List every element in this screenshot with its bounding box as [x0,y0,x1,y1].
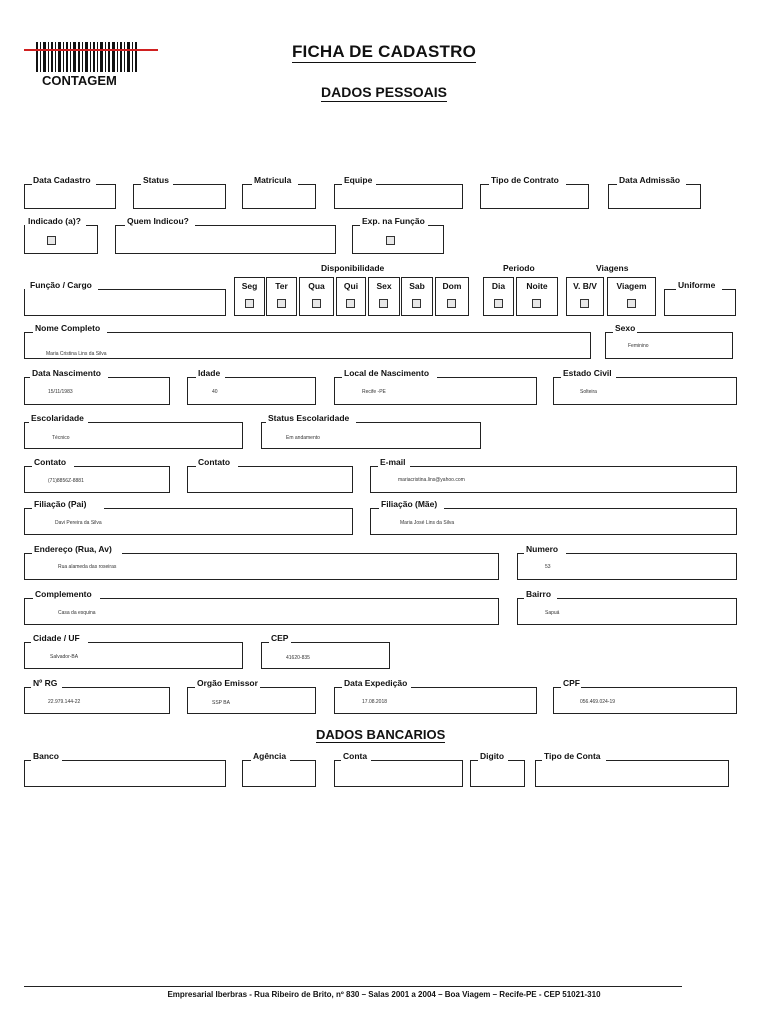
nasc-label: Data Nascimento [32,368,101,378]
funcao-label: Função / Cargo [30,280,92,290]
quem-indicou-field[interactable] [115,225,336,254]
mae-value: Maria José Lins da Silva [400,520,455,526]
tipo-contrato-field[interactable] [480,184,589,209]
endereco-value: Rua alameda das roseiras [58,564,117,570]
periodo-label: Periodo [503,263,535,273]
banco-label: Banco [33,751,59,761]
day-qua: Qua [299,277,334,316]
orgao-label: Orgão Emissor [197,678,258,688]
exp-funcao-field [352,225,444,254]
digito-field[interactable] [470,760,525,787]
exp-funcao-label: Exp. na Função [362,216,425,226]
expedicao-label: Data Expedição [344,678,408,688]
cpf-label: CPF [563,678,580,688]
day-ter-checkbox[interactable] [277,299,286,308]
numero-value: 53 [545,564,551,570]
nome-field[interactable] [24,332,591,359]
complemento-value: Casa da esquina [58,610,96,616]
page-title: FICHA DE CADASTRO [291,42,477,61]
cep-label: CEP [271,633,289,643]
trip-vbv-checkbox[interactable] [580,299,589,308]
contato2-label: Contato [198,457,231,467]
digito-label: Digito [480,751,505,761]
day-qui-checkbox[interactable] [346,299,355,308]
numero-label: Numero [526,544,559,554]
email-label: E-mail [380,457,406,467]
rg-field[interactable] [24,687,170,714]
conta-field[interactable] [334,760,463,787]
indicado-field [24,225,98,254]
sexo-field[interactable] [605,332,733,359]
pai-value: Davi Pereira da Silva [55,520,102,526]
local-value: Recife -PE [362,389,386,395]
nasc-field[interactable] [24,377,170,405]
data-admissao-field[interactable] [608,184,701,209]
civil-label: Estado Civil [563,368,612,378]
tipo-conta-label: Tipo de Conta [544,751,601,761]
contato1-value: (71)8856Z-8881 [48,478,84,484]
period-noite: Noite [516,277,558,316]
cidade-value: Salvador-BA [50,654,79,660]
cpf-value: 056.469.024-19 [580,699,616,705]
day-sab: Sab [401,277,433,316]
cep-field[interactable] [261,642,390,669]
banco-field[interactable] [24,760,226,787]
status-label: Status [143,175,169,185]
section-title-bank: DADOS BANCARIOS [316,727,446,742]
idade-field[interactable] [187,377,316,405]
period-dia: Dia [483,277,514,316]
trip-viagem: Viagem [607,277,656,316]
footer-address: Empresarial Iberbras - Rua Ribeiro de Brito, nº 830 – Salas 2001 a 2004 – Boa Viagem – Recife-PE - CEP 51021-310 [167,990,601,999]
conta-label: Conta [343,751,368,761]
sexo-label: Sexo [615,323,636,333]
status-esc-value: Em andamento [286,435,320,441]
indicado-label: Indicado (a)? [28,216,81,226]
footer-divider [24,986,682,987]
orgao-value: SSP BA [212,700,230,706]
trip-viagem-checkbox[interactable] [627,299,636,308]
period-noite-checkbox[interactable] [532,299,541,308]
uniforme-field[interactable] [664,289,736,316]
disponibilidade-label: Disponibilidade [321,263,385,273]
rg-value: 22.979.144-22 [48,699,81,705]
cep-value: 41620-835 [286,655,310,661]
escolaridade-value: Técnico [52,435,70,441]
idade-label: Idade [198,368,221,378]
day-qui: Qui [336,277,366,316]
day-seg-checkbox[interactable] [245,299,254,308]
day-ter: Ter [266,277,297,316]
cidade-label: Cidade / UF [33,633,80,643]
status-esc-label: Status Escolaridade [268,413,350,423]
day-sab-checkbox[interactable] [412,299,421,308]
quem-indicou-label: Quem Indicou? [127,216,189,226]
nasc-value: 15/11/1983 [48,389,73,395]
nome-label: Nome Completo [35,323,101,333]
agencia-label: Agência [253,751,287,761]
tipo-contrato-label: Tipo de Contrato [491,175,559,185]
day-sex-checkbox[interactable] [379,299,388,308]
logo-text: CONTAGEM [42,73,117,88]
pai-label: Filiação (Pai) [34,499,87,509]
section-title-personal: DADOS PESSOAIS [320,84,448,100]
local-label: Local de Nascimento [344,368,430,378]
civil-value: Solteira [580,389,597,395]
idade-value: 40 [212,389,218,395]
data-cadastro-label: Data Cadastro [33,175,91,185]
contato2-field[interactable] [187,466,353,493]
agencia-field[interactable] [242,760,316,787]
escolaridade-label: Escolaridade [31,413,84,423]
equipe-label: Equipe [344,175,373,185]
exp-funcao-checkbox[interactable] [386,236,395,245]
matricula-field[interactable] [242,184,316,209]
day-seg: Seg [234,277,265,316]
trip-vbv: V. B/V [566,277,604,316]
indicado-checkbox[interactable] [47,236,56,245]
data-admissao-label: Data Admissão [619,175,681,185]
mae-label: Filiação (Mãe) [381,499,438,509]
rg-label: Nº RG [33,678,58,688]
expedicao-value: 17.08.2018 [362,699,388,705]
bairro-value: Sapuá [545,610,560,616]
day-dom-checkbox[interactable] [447,299,456,308]
equipe-field[interactable] [334,184,463,209]
nome-value: Maria Cristina Lins da Silva [46,351,107,357]
contato1-field[interactable] [24,466,170,493]
day-qua-checkbox[interactable] [312,299,321,308]
uniforme-label: Uniforme [678,280,716,290]
day-sex: Sex [368,277,400,316]
email-value: mariacristina.lins@yahoo.com [398,477,465,483]
complemento-label: Complemento [35,589,92,599]
sexo-value: Feminino [628,343,649,349]
bairro-label: Bairro [526,589,552,599]
tipo-conta-field[interactable] [535,760,729,787]
viagens-label: Viagens [596,263,629,273]
orgao-field[interactable] [187,687,316,714]
day-dom: Dom [435,277,469,316]
status-field[interactable] [133,184,226,209]
matricula-label: Matricula [254,175,292,185]
data-cadastro-field[interactable] [24,184,116,209]
funcao-field[interactable] [24,289,226,316]
contato1-label: Contato [34,457,67,467]
endereco-label: Endereço (Rua, Av) [34,544,112,554]
period-dia-checkbox[interactable] [494,299,503,308]
